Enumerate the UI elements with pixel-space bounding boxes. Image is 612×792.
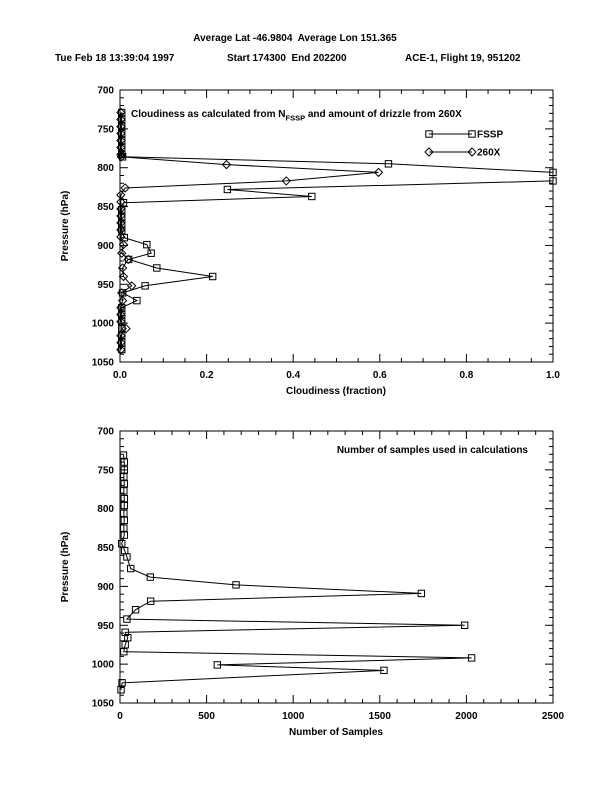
x-axis-label: Number of Samples: [289, 727, 383, 738]
x-tick-label: 2500: [541, 711, 565, 722]
y-tick-label: 850: [97, 543, 114, 555]
legend-label: FSSP: [477, 129, 504, 141]
x-tick-label: 0.2: [199, 370, 214, 381]
legend-label: 260X: [477, 147, 501, 159]
samples-chart: [60, 427, 565, 739]
x-axis-label: Cloudiness (fraction): [285, 386, 387, 397]
plot-frame: [120, 431, 553, 703]
header-average-lat-lon: Average Lat -46.9804 Average Lon 151.365: [193, 33, 397, 44]
cloudiness-chart: [60, 86, 560, 398]
header-start-end-times: Start 174300 End 202200: [227, 53, 347, 64]
x-tick-label: 1500: [368, 711, 391, 722]
header-timestamp: Tue Feb 18 13:39:04 1997: [55, 53, 175, 64]
x-tick-label: 0.4: [286, 370, 301, 381]
data-line-samples: [121, 455, 472, 690]
y-tick-label: 750: [97, 124, 114, 136]
x-tick-label: 0.8: [459, 370, 474, 381]
y-tick-label: 900: [97, 240, 114, 252]
y-tick-label: 1000: [91, 318, 114, 330]
chart-title: Number of samples used in calculations: [336, 445, 528, 456]
x-tick-label: 0.0: [113, 370, 127, 381]
x-tick-label: 1.0: [546, 370, 560, 381]
chart-title: Cloudiness as calculated from $N_{FSSP}$ and amount of drizzle from 260X: [131, 109, 462, 123]
x-tick-label: 0: [117, 711, 123, 722]
x-tick-label: 0.6: [372, 370, 387, 381]
y-axis-label: Pressure (hPa): [60, 531, 71, 603]
y-tick-label: 700: [97, 85, 114, 97]
x-tick-label: 1000: [282, 711, 305, 722]
y-tick-label: 950: [97, 620, 114, 632]
y-tick-label: 850: [97, 202, 114, 214]
y-tick-label: 750: [97, 465, 114, 477]
header-flight-id: ACE-1, Flight 19, 951202: [405, 53, 521, 64]
y-tick-label: 1050: [91, 698, 114, 710]
x-tick-label: 500: [198, 711, 215, 722]
y-tick-label: 700: [97, 426, 114, 438]
y-tick-label: 950: [97, 279, 114, 291]
x-tick-label: 2000: [455, 711, 478, 722]
y-tick-label: 1000: [91, 659, 114, 671]
data-line-260x: [121, 113, 379, 350]
y-tick-label: 1050: [91, 357, 114, 369]
y-axis-label: Pressure (hPa): [60, 190, 71, 262]
y-tick-label: 900: [97, 581, 114, 593]
y-tick-label: 800: [97, 163, 114, 175]
y-tick-label: 800: [97, 504, 114, 516]
